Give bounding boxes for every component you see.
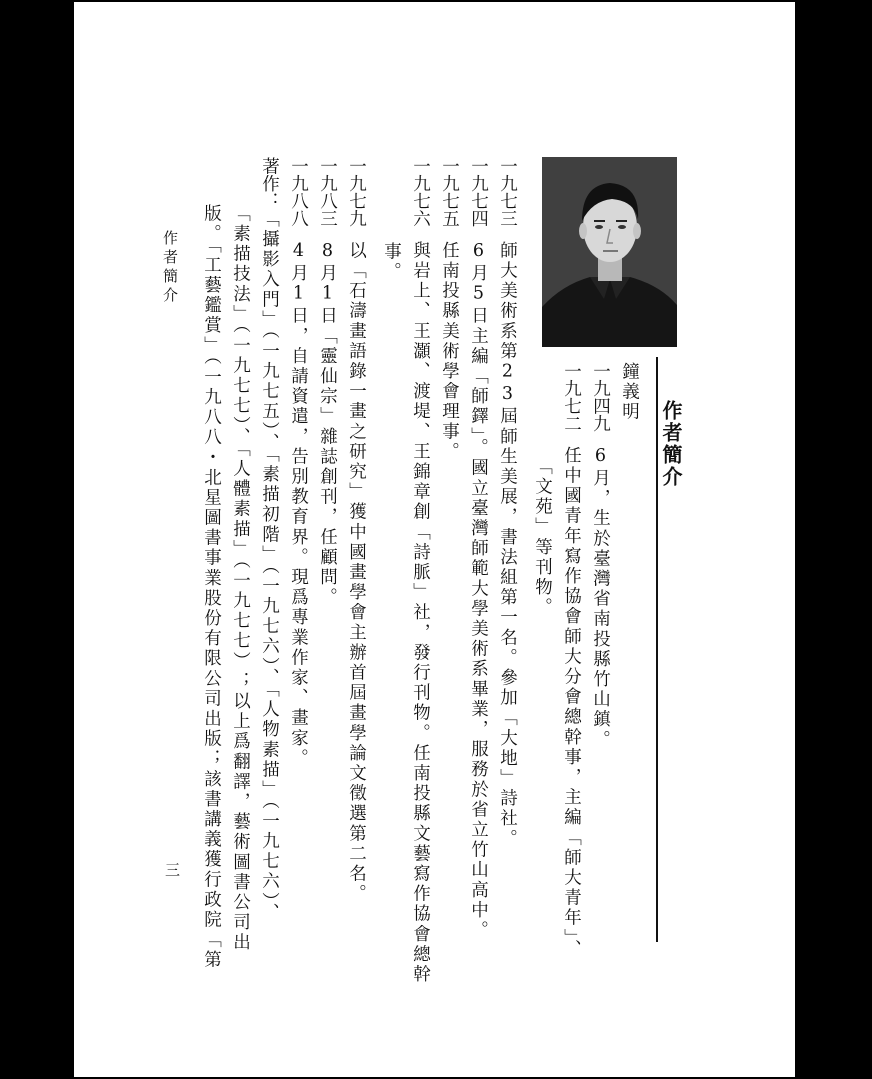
author-portrait — [542, 157, 677, 347]
entry-1983 — [318, 157, 336, 608]
entry-1976 — [411, 157, 429, 985]
works-line-3 — [202, 204, 220, 970]
entry-1972 — [562, 362, 580, 960]
entry-1974 — [469, 157, 487, 941]
entry-text: 8月1日「靈仙宗」雜誌創刊，任顧問。 — [317, 241, 338, 608]
entry-text: 與岩上、王灝、渡堤、王錦章創「詩脈」社，發行刊物。任南投縣文藝寫作協會總幹 — [410, 241, 431, 985]
works-label: 著作： — [259, 157, 280, 210]
entry-1976-cont — [382, 242, 400, 282]
entry-1979 — [347, 157, 365, 904]
entry-text: 事。 — [381, 242, 402, 283]
entry-text: 6月5日主編「師鐸」。國立臺灣師範大學美術系畢業，服務於省立竹山高中。 — [468, 241, 489, 941]
works-line-2 — [231, 204, 249, 953]
entry-text: 任中國青年寫作協會師大分會總幹事，主編「師大青年」、 — [561, 446, 582, 960]
author-name: 鐘義明 — [619, 362, 640, 423]
entry-text: 版。「工藝鑑賞」（一九八八・北星圖書事業股份有限公司出版；該書講義獲行政院「第 — [201, 204, 222, 971]
section-title: 作者簡介 — [659, 400, 683, 488]
entry-year: 一九八三 — [317, 157, 338, 227]
entry-1949 — [591, 362, 609, 750]
entry-1973 — [498, 157, 516, 849]
running-head: 作者簡介 — [161, 230, 179, 306]
entry-year: 一九七九 — [346, 157, 367, 227]
entry-1975 — [440, 157, 458, 462]
works-line-1 — [260, 157, 278, 923]
entry-year: 一九七二 — [561, 362, 582, 432]
entry-year: 一九八八 — [288, 157, 309, 227]
entry-year: 一九七六 — [410, 157, 431, 227]
entry-text: 師大美術系第23屆師生美展，書法組第一名。參加「大地」詩社。 — [497, 241, 518, 849]
portrait-image — [542, 157, 677, 347]
entry-year: 一九四九 — [590, 362, 611, 432]
entry-text: 4月1日，自請資遣，告別教育界。現爲專業作家、畫家。 — [288, 241, 309, 769]
entry-text: 「文苑」等刊物。 — [532, 457, 553, 618]
entry-text: 任南投縣美術學會理事。 — [439, 241, 460, 463]
entry-year: 一九七三 — [497, 157, 518, 227]
entry-text: 以「石濤畫語錄一畫之研究」獲中國畫學會主辦首屆畫學論文徵選第二名。 — [346, 241, 367, 905]
heading-rule — [656, 357, 658, 942]
entry-year: 一九七四 — [468, 157, 489, 227]
entry-text: 6月，生於臺灣省南投縣竹山鎮。 — [590, 446, 611, 750]
entry-text: 「攝影入門」（一九七五）、「素描初階」（一九七六）、「人物素描」（一九七六）、 — [259, 209, 280, 924]
entry-1972-cont — [533, 457, 551, 618]
entry-year: 一九七五 — [439, 157, 460, 227]
entry-text: 「素描技法」（一九七七）、「人體素描」（一九七七）；以上爲翻譯，藝術圖書公司出 — [230, 204, 251, 953]
book-page — [74, 2, 795, 1077]
entry-1988 — [289, 157, 307, 769]
page-number: 三 — [163, 862, 181, 877]
